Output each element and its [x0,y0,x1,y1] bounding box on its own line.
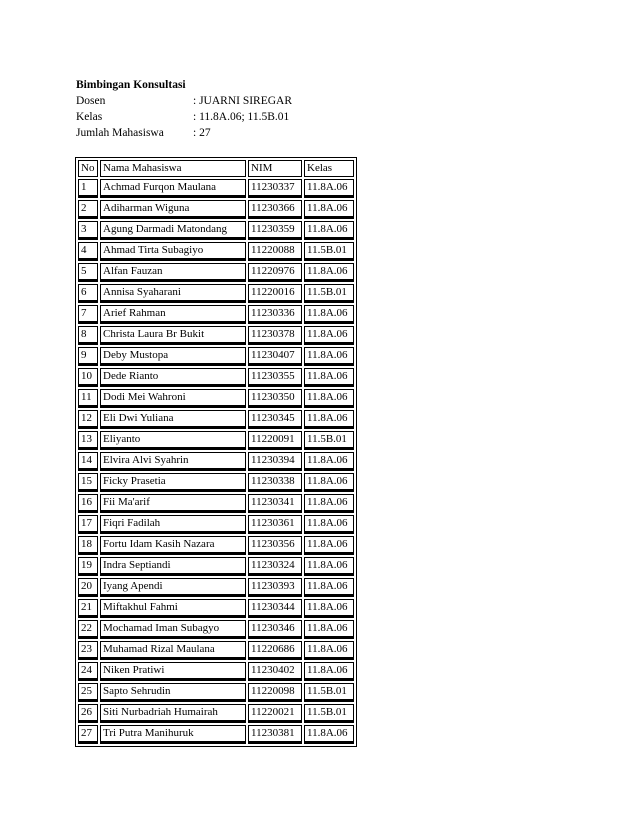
cell-nama: Dodi Mei Wahroni [100,389,246,408]
table-row [78,431,354,450]
cell-kelas: 11.8A.06 [304,452,354,471]
cell-kelas: 11.8A.06 [304,473,354,492]
column-header-kelas: Kelas [304,160,354,177]
cell-no: 2 [78,200,98,219]
cell-nim: 11230345 [248,410,302,429]
table-row [78,557,354,576]
cell-kelas: 11.8A.06 [304,305,354,324]
table-row [78,179,354,198]
cell-nama: Annisa Syaharani [100,284,246,303]
cell-nama: Elvira Alvi Syahrin [100,452,246,471]
cell-nim: 11230394 [248,452,302,471]
cell-nim: 11230393 [248,578,302,597]
column-header-nim: NIM [248,160,302,177]
cell-kelas: 11.8A.06 [304,599,354,618]
table-header-row [78,160,354,177]
table-row [78,494,354,513]
table-row [78,725,354,744]
table-row [78,704,354,723]
cell-nama: Iyang Apendi [100,578,246,597]
cell-nim: 11220976 [248,263,302,282]
cell-no: 27 [78,725,98,744]
document-title: Bimbingan Konsultasi [76,79,186,91]
cell-no: 17 [78,515,98,534]
info-label: Dosen [76,95,106,107]
cell-kelas: 11.8A.06 [304,347,354,366]
cell-kelas: 11.8A.06 [304,326,354,345]
cell-kelas: 11.5B.01 [304,683,354,702]
cell-nama: Adiharman Wiguna [100,200,246,219]
table-row [78,347,354,366]
table-row [78,473,354,492]
cell-nama: Eliyanto [100,431,246,450]
cell-nim: 11230336 [248,305,302,324]
document-header [76,77,292,141]
table-row [78,326,354,345]
table-row [78,368,354,387]
cell-nama: Alfan Fauzan [100,263,246,282]
table-row [78,599,354,618]
cell-nama: Indra Septiandi [100,557,246,576]
cell-kelas: 11.5B.01 [304,431,354,450]
table-row [78,410,354,429]
cell-kelas: 11.8A.06 [304,725,354,744]
table-row [78,263,354,282]
table-row [78,389,354,408]
cell-nim: 11230344 [248,599,302,618]
cell-no: 16 [78,494,98,513]
cell-nama: Deby Mustopa [100,347,246,366]
cell-nama: Ficky Prasetia [100,473,246,492]
cell-nim: 11220091 [248,431,302,450]
cell-no: 19 [78,557,98,576]
table-body [78,179,354,744]
info-value: : 11.8A.06; 11.5B.01 [193,111,290,123]
cell-no: 1 [78,179,98,198]
cell-nama: Sapto Sehrudin [100,683,246,702]
cell-no: 8 [78,326,98,345]
info-label: Kelas [76,111,103,123]
info-label: Jumlah Mahasiswa [76,127,164,139]
table-row [78,578,354,597]
cell-no: 12 [78,410,98,429]
cell-nim: 11220088 [248,242,302,261]
table-row [78,284,354,303]
cell-no: 13 [78,431,98,450]
cell-kelas: 11.8A.06 [304,200,354,219]
table-row [78,641,354,660]
cell-kelas: 11.8A.06 [304,221,354,240]
cell-kelas: 11.8A.06 [304,515,354,534]
info-row-kelas [76,109,292,125]
cell-nim: 11230361 [248,515,302,534]
table-row [78,515,354,534]
cell-no: 10 [78,368,98,387]
cell-kelas: 11.8A.06 [304,368,354,387]
cell-nama: Eli Dwi Yuliana [100,410,246,429]
cell-nama: Fiqri Fadilah [100,515,246,534]
cell-no: 15 [78,473,98,492]
table-row [78,452,354,471]
cell-kelas: 11.8A.06 [304,179,354,198]
cell-nim: 11230346 [248,620,302,639]
cell-nama: Mochamad Iman Subagyo [100,620,246,639]
cell-nama: Miftakhul Fahmi [100,599,246,618]
cell-kelas: 11.8A.06 [304,557,354,576]
cell-no: 20 [78,578,98,597]
cell-nim: 11220098 [248,683,302,702]
student-table [75,157,357,747]
cell-kelas: 11.8A.06 [304,263,354,282]
cell-nama: Agung Darmadi Matondang [100,221,246,240]
info-row-jumlah-mahasiswa [76,125,292,141]
cell-no: 9 [78,347,98,366]
table-row [78,305,354,324]
cell-no: 24 [78,662,98,681]
cell-nama: Achmad Furqon Maulana [100,179,246,198]
cell-no: 23 [78,641,98,660]
cell-no: 26 [78,704,98,723]
cell-no: 6 [78,284,98,303]
cell-no: 14 [78,452,98,471]
cell-kelas: 11.8A.06 [304,536,354,555]
cell-nim: 11230402 [248,662,302,681]
cell-kelas: 11.8A.06 [304,389,354,408]
cell-nama: Fortu Idam Kasih Nazara [100,536,246,555]
cell-nim: 11230338 [248,473,302,492]
cell-nama: Muhamad Rizal Maulana [100,641,246,660]
column-header-nama: Nama Mahasiswa [100,160,246,177]
table-row [78,242,354,261]
cell-nama: Ahmad Tirta Subagiyo [100,242,246,261]
cell-nama: Tri Putra Manihuruk [100,725,246,744]
cell-nama: Niken Pratiwi [100,662,246,681]
cell-nim: 11230355 [248,368,302,387]
cell-nim: 11230366 [248,200,302,219]
cell-kelas: 11.5B.01 [304,704,354,723]
cell-nim: 11230359 [248,221,302,240]
column-header-no: No [78,160,98,177]
cell-nim: 11230381 [248,725,302,744]
info-value: : JUARNI SIREGAR [193,95,293,107]
cell-no: 18 [78,536,98,555]
table-row [78,536,354,555]
cell-no: 25 [78,683,98,702]
cell-nim: 11230407 [248,347,302,366]
table-row [78,683,354,702]
cell-kelas: 11.5B.01 [304,242,354,261]
cell-kelas: 11.5B.01 [304,284,354,303]
cell-nama: Christa Laura Br Bukit [100,326,246,345]
cell-no: 3 [78,221,98,240]
cell-kelas: 11.8A.06 [304,662,354,681]
cell-nim: 11230337 [248,179,302,198]
cell-nim: 11230350 [248,389,302,408]
cell-no: 4 [78,242,98,261]
cell-kelas: 11.8A.06 [304,410,354,429]
cell-no: 7 [78,305,98,324]
cell-nama: Dede Rianto [100,368,246,387]
cell-kelas: 11.8A.06 [304,620,354,639]
cell-no: 5 [78,263,98,282]
cell-nim: 11220021 [248,704,302,723]
cell-nim: 11230341 [248,494,302,513]
cell-nama: Fii Ma'arif [100,494,246,513]
cell-nama: Arief Rahman [100,305,246,324]
cell-kelas: 11.8A.06 [304,578,354,597]
info-value: : 27 [193,127,211,139]
cell-nim: 11230356 [248,536,302,555]
cell-nama: Siti Nurbadriah Humairah [100,704,246,723]
info-row-dosen [76,93,292,109]
cell-nim: 11220016 [248,284,302,303]
cell-no: 22 [78,620,98,639]
cell-kelas: 11.8A.06 [304,641,354,660]
table-row [78,620,354,639]
cell-nim: 11230324 [248,557,302,576]
table-row [78,200,354,219]
cell-no: 11 [78,389,98,408]
table-row [78,221,354,240]
cell-kelas: 11.8A.06 [304,494,354,513]
cell-no: 21 [78,599,98,618]
table-row [78,662,354,681]
cell-nim: 11220686 [248,641,302,660]
cell-nim: 11230378 [248,326,302,345]
